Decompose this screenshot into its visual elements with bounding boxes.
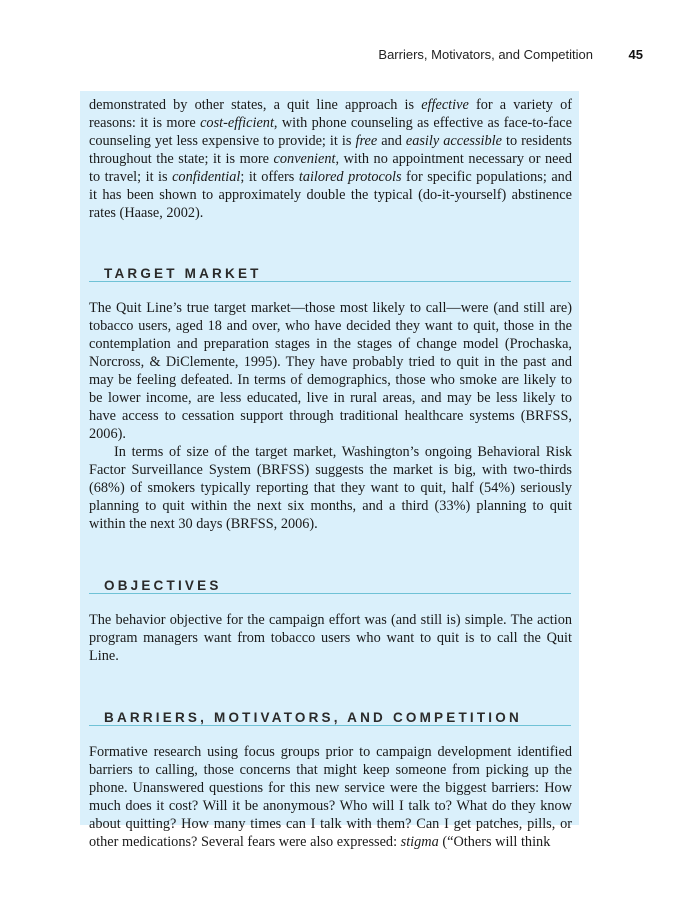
panel-content	[89, 96, 572, 851]
heading-label: BARRIERS, MOTIVATORS, AND COMPETITION	[104, 710, 522, 725]
page-number: 45	[628, 47, 643, 62]
barriers-paragraph: Formative research using focus groups prior to campaign development identified barriers to calling, those concerns that might keep someone from picking up the phone. Unanswered questions for this new service were the biggest barriers: How much does it cost? Will it be anonymous? Who will I talk to? What do they know about quitting? How many times can I talk with them? Can I get patches, pills, or other medications? Several fears were also expressed: stigma (“Others will think	[89, 744, 572, 850]
objectives-paragraph: The behavior objective for the campaign effort was (and still is) simple. The action program managers want from tobacco users who want to quit is to call the Quit Line.	[89, 612, 572, 664]
heading-rule	[89, 593, 571, 594]
target-market-paragraph-2: In terms of size of the target market, Washington’s ongoing Behavioral Risk Factor Surveillance System (BRFSS) suggests the market is big, with two-thirds (68%) of smokers typically reporting that they want to quit, half (54%) seriously planning to quit within the next six months, and a third (33%) planning to quit within the next 30 days (BRFSS, 2006).	[89, 444, 572, 532]
running-head	[0, 47, 699, 67]
section-heading-objectives	[89, 577, 572, 603]
heading-label: TARGET MARKET	[104, 266, 262, 281]
heading-rule	[89, 725, 571, 726]
target-market-paragraph-1: The Quit Line’s true target market—those most likely to call—were (and still are) tobacco users, aged 18 and over, who have decided they want to quit, those in the contemplation and preparation stages in the stages of change model (Prochaska, Norcross, & DiClemente, 1995). They have probably tried to quit in the past and may be feeling defeated. In terms of demographics, those who smoke are likely to be lower income, are less educated, live in rural areas, and may be less likely to have access to cessation support through traditional healthcare systems (BRFSS, 2006).	[89, 300, 572, 442]
heading-label: OBJECTIVES	[104, 578, 222, 593]
section-heading-target-market	[89, 265, 572, 291]
intro-paragraph: demonstrated by other states, a quit line approach is effective for a variety of reasons: it is more cost-efficient, with phone counseling as effective as face-to-face counseling yet less expensive to provide; it is free and easily accessible to residents throughout the state; it is more convenient, with no appointment necessary or need to travel; it is confidential; it offers tailored protocols for specific populations; and it has been shown to approximately double the typical (do-it-yourself) abstinence rates (Haase, 2002).	[89, 97, 572, 221]
running-head-title: Barriers, Motivators, and Competition	[378, 47, 593, 62]
heading-rule	[89, 281, 571, 282]
section-heading-barriers	[89, 709, 572, 735]
